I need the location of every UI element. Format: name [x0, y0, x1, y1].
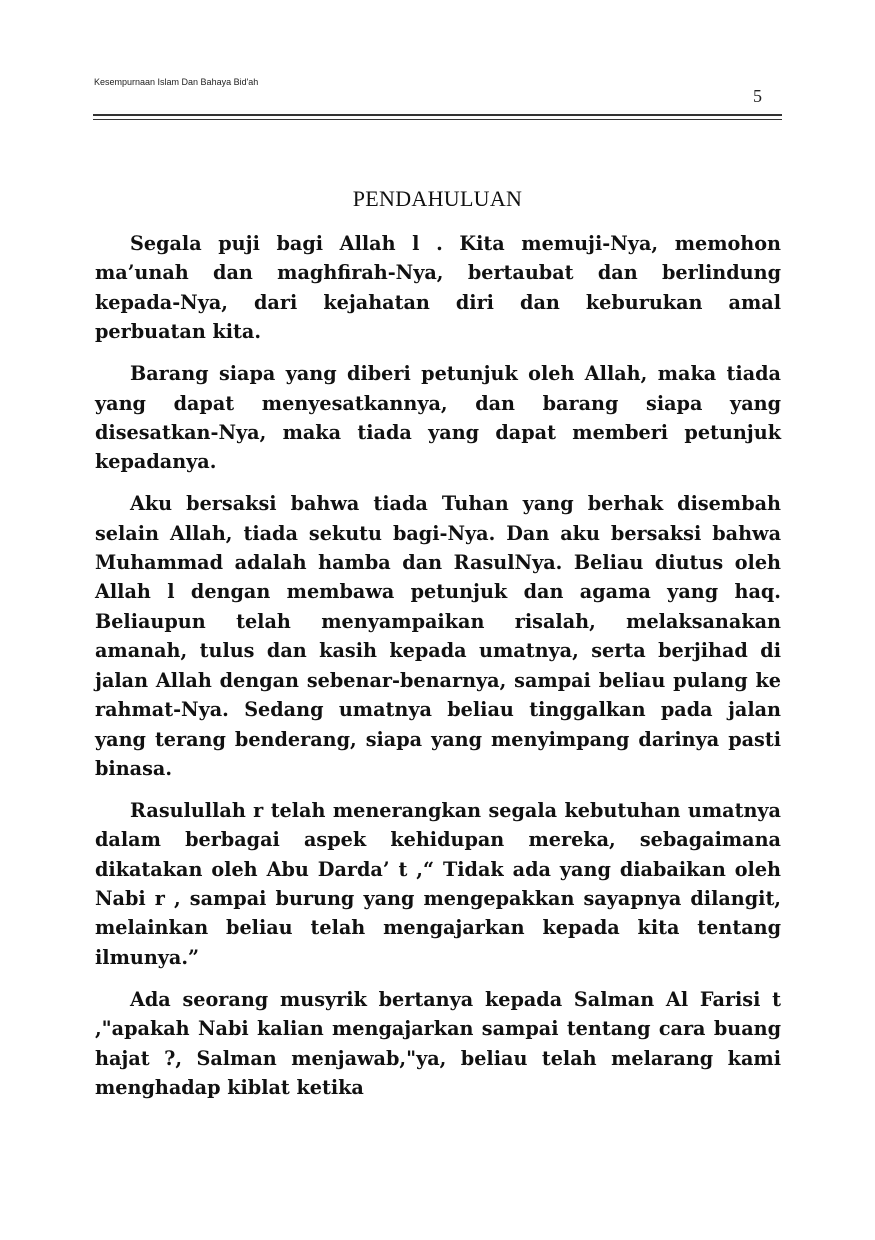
header-rule-thick — [93, 114, 782, 116]
paragraph-5: Ada seorang musyrik bertanya kepada Salman Al Farisi t ,"apakah Nabi kalian mengajarkan sampai tentang cara buang hajat ?, Salman menjawab,"ya, beliau telah melarang kami menghadap kiblat ketika — [95, 987, 781, 1099]
paragraph-1: Segala puji bagi Allah l . Kita memuji-Nya, memohon ma’unah dan maghfirah-Nya, bertaubat dan berlindung kepada-Nya, dari kejahatan diri dan keburukan amal perbuatan kita. — [95, 232, 781, 344]
paragraph-4: Rasulullah r telah menerangkan segala kebutuhan umatnya dalam berbagai aspek kehidupan mereka, sebagaimana dikatakan oleh Abu Darda’ t ,“ Tidak ada yang diabaikan oleh Nabi r , sampai burung yang mengepakkan sayapnya dilangit, melainkan beliau telah mengajarkan kepada kita tentang ilmunya.” — [95, 798, 781, 969]
page-number: 5 — [753, 86, 762, 106]
body-text — [95, 229, 781, 1115]
paragraph-2: Barang siapa yang diberi petunjuk oleh Allah, maka tiada yang dapat menyesatkannya, dan barang siapa yang disesatkan-Nya, maka tiada yang dapat memberi petunjuk kepadanya. — [95, 362, 781, 474]
paragraph-3: Aku bersaksi bahwa tiada Tuhan yang berhak disembah selain Allah, tiada sekutu bagi-Nya. Dan aku bersaksi bahwa Muhammad adalah hamba dan RasulNya. Beliau diutus oleh Allah l dengan membawa petunjuk dan agama yang haq. Beliaupun telah menyampaikan risalah, melaksanakan amanah, tulus dan kasih kepada umatnya, serta berjihad di jalan Allah dengan sebenar-benarnya, sampai beliau pulang ke rahmat-Nya. Sedang umatnya beliau tinggalkan pada jalan yang terang benderang, siapa yang menyimpang darinya pasti binasa. — [95, 492, 781, 780]
section-heading: PENDAHULUAN — [352, 186, 523, 211]
header-rule-thin — [93, 119, 782, 120]
book-title: Kesempurnaan Islam Dan Bahaya Bid'ah — [94, 77, 259, 87]
